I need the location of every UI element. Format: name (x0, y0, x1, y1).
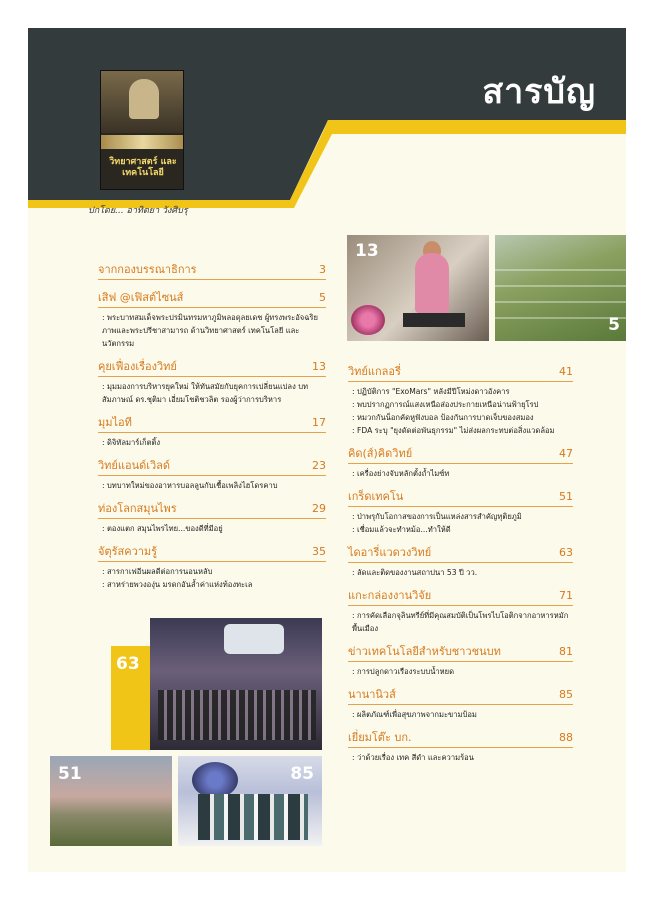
section-title: มุมไอที (98, 416, 132, 429)
photo-swamp (50, 756, 172, 846)
section-page: 17 (312, 416, 326, 429)
toc-section[interactable] (348, 589, 573, 635)
toc-section[interactable] (98, 360, 326, 406)
photo-page-number: 63 (116, 654, 140, 674)
laptop-shape (403, 313, 465, 327)
toc-section[interactable] (348, 447, 573, 480)
toc-item[interactable]: : บทบาทใหม่ของอาหารบอลลูนกับเชื้อเพลิงไฮโดรคาบ (98, 479, 326, 492)
section-title: คิด(ส์)คิดวิทย์ (348, 447, 413, 460)
section-page: 23 (312, 459, 326, 472)
toc-section[interactable] (98, 291, 326, 350)
section-title: จัตุรัสความรู้ (98, 545, 158, 558)
toc-item[interactable]: : ลัดและติดของงานสถาปนา 53 ปี วว. (348, 566, 573, 579)
section-rule (348, 562, 573, 563)
toc-section[interactable] (98, 502, 326, 535)
section-rule (98, 376, 326, 377)
section-rule (98, 432, 326, 433)
section-title: วิทย์แกลอรี่ (348, 365, 401, 378)
section-rule (348, 704, 573, 705)
toc-item[interactable]: : ตองแตก สมุนไพรไทย...ของดีที่มีอยู่ (98, 522, 326, 535)
toc-item[interactable]: : สาหร่ายพวงองุ่น มรดกอันล้ำค่าแห่งท้องทะเล (98, 578, 326, 591)
section-page: 41 (559, 365, 573, 378)
photo-page-number: 85 (290, 764, 314, 784)
section-rule (348, 661, 573, 662)
toc-item[interactable]: : เชื่อมแล้วจะทำหม้อ...ทำให้ดี (348, 523, 573, 536)
section-page: 5 (319, 291, 326, 304)
toc-section[interactable] (348, 688, 573, 721)
toc-item[interactable]: : ดิจิทัลมาร์เก็ตติ้ง (98, 436, 326, 449)
toc-item[interactable]: : ว่าด้วยเรื่อง เทค สีดำ และความร้อน (348, 751, 573, 764)
section-page: 3 (319, 263, 326, 276)
photo-ceremony (150, 618, 322, 750)
toc-item[interactable]: : FDA ระบุ "ยุงดัดต่อพันธุกรรม" ไม่ส่งผลกระทบต่อสิ่งแวดล้อม (348, 424, 573, 437)
section-title: เกร็ดเทคโน (348, 490, 404, 503)
section-rule (98, 518, 326, 519)
cover-portrait (129, 79, 159, 119)
photo-page-number: 51 (58, 764, 82, 784)
section-page: 63 (559, 546, 573, 559)
section-rule (98, 279, 326, 280)
section-title: คุยเฟื่องเรื่องวิทย์ (98, 360, 177, 373)
toc-item[interactable]: : มุมมองการบริหารยุคใหม่ ให้ทันสมัยกับยุคการเปลี่ยนแปลง บทสัมภาษณ์ ดร.ชุติมา เอี่ยมโชติชวลิต รองผู้ว่าการบริหาร (98, 380, 326, 406)
section-title: ท่องโลกสมุนไพร (98, 502, 177, 515)
toc-section[interactable] (348, 365, 573, 437)
section-rule (348, 506, 573, 507)
terrace-line (495, 285, 626, 287)
section-page: 47 (559, 447, 573, 460)
section-page: 71 (559, 589, 573, 602)
toc-section[interactable] (98, 263, 326, 280)
stage-banner (224, 624, 284, 654)
section-rule (348, 747, 573, 748)
toc-item[interactable]: : การคัดเลือกจุลินทรีย์ที่มีคุณสมบัติเป็นโพรไบโอติกจากอาหารหมักพื้นเมือง (348, 609, 573, 635)
magazine-cover (100, 70, 184, 190)
toc-section[interactable] (348, 731, 573, 764)
product-bottles (198, 794, 308, 840)
photo-products (178, 756, 322, 846)
section-title: จากกองบรรณาธิการ (98, 263, 197, 276)
section-rule (98, 561, 326, 562)
toc-right-column (348, 365, 573, 764)
section-rule (98, 307, 326, 308)
toc-left-column (98, 263, 326, 591)
toc-item[interactable]: : ผลิตภัณฑ์เพื่อสุขภาพจากมะขามป้อม (348, 708, 573, 721)
toc-item[interactable]: : พบปรากฏการณ์แสงเหนือส่องประกายเหนือน่านฟ้ายุโรป (348, 398, 573, 411)
cover-credit: ปกโดย... อาทิตยา วังศิบรุ (88, 206, 188, 216)
flowers-shape (351, 305, 385, 335)
lake-shape (50, 814, 172, 846)
toc-section[interactable] (98, 416, 326, 449)
section-title: นานานิวส์ (348, 688, 396, 701)
toc-section[interactable] (348, 645, 573, 678)
toc-item[interactable]: : สารกาเฟอีนผลดีต่อการนอนหลับ (98, 565, 326, 578)
toc-section[interactable] (348, 546, 573, 579)
toc-item[interactable]: : ปฏิบัติการ "ExoMars" หลังมีปีโหม่งดาวอังคาร (348, 385, 573, 398)
section-rule (348, 605, 573, 606)
cover-title: วิทยาศาสตร์ และเทคโนโลยี (109, 157, 177, 178)
photo-interview (347, 235, 489, 341)
section-page: 51 (559, 490, 573, 503)
section-rule (348, 463, 573, 464)
section-rule (98, 475, 326, 476)
toc-section[interactable] (98, 545, 326, 591)
section-title: เยี่ยมโต๊ะ บก. (348, 731, 412, 744)
toc-item[interactable]: : พระบาทสมเด็จพระปรมินทรมหาภูมิพลอดุลยเดช ผู้ทรงพระอัจฉริยภาพและพระปรีชาสามารถ ด้านวิทยาศาสตร์ เทคโนโลยี และนวัตกรรม (98, 311, 326, 350)
section-title: ไดอารี่แวดวงวิทย์ (348, 546, 432, 559)
toc-item[interactable]: : เครื่องย่างจับหลักตั้งถ้ำไมซ์ท (348, 467, 573, 480)
photo-terraces (495, 235, 626, 341)
section-page: 85 (559, 688, 573, 701)
terrace-line (495, 269, 626, 271)
section-page: 35 (312, 545, 326, 558)
section-page: 13 (312, 360, 326, 373)
crowd-shape (158, 690, 316, 740)
speaker-figure (415, 253, 449, 313)
toc-item[interactable]: : การปลูกดาวเรืองระบบน้ำหยด (348, 665, 573, 678)
section-title: เสิฟ @เฟิสต์ไซนส์ (98, 291, 184, 304)
toc-item[interactable]: : หมวกกันน็อกคัดหูฟังบอล ป้องกันการบาดเจ็บของสมอง (348, 411, 573, 424)
section-page: 88 (559, 731, 573, 744)
toc-item[interactable]: : ป่าพรุกับโอกาสของการเป็นแหล่งสารสำคัญทุติยภูมิ (348, 510, 573, 523)
section-title: แกะกล่องงานวิจัย (348, 589, 432, 602)
cover-strip (101, 135, 184, 149)
page-title: สารบัญ (482, 72, 596, 112)
toc-section[interactable] (348, 490, 573, 536)
section-page: 29 (312, 502, 326, 515)
photo-page-number: 5 (608, 315, 620, 335)
contents-page (28, 28, 626, 872)
terrace-line (495, 301, 626, 303)
section-title: วิทย์แอนด์เวิลด์ (98, 459, 171, 472)
flowers-shape (192, 762, 238, 798)
terrace-line (495, 317, 626, 319)
section-rule (348, 381, 573, 382)
toc-section[interactable] (98, 459, 326, 492)
section-title: ข่าวเทคโนโลยีสำหรับชาวชนบท (348, 645, 501, 658)
section-page: 81 (559, 645, 573, 658)
photo-page-number: 13 (355, 241, 379, 261)
